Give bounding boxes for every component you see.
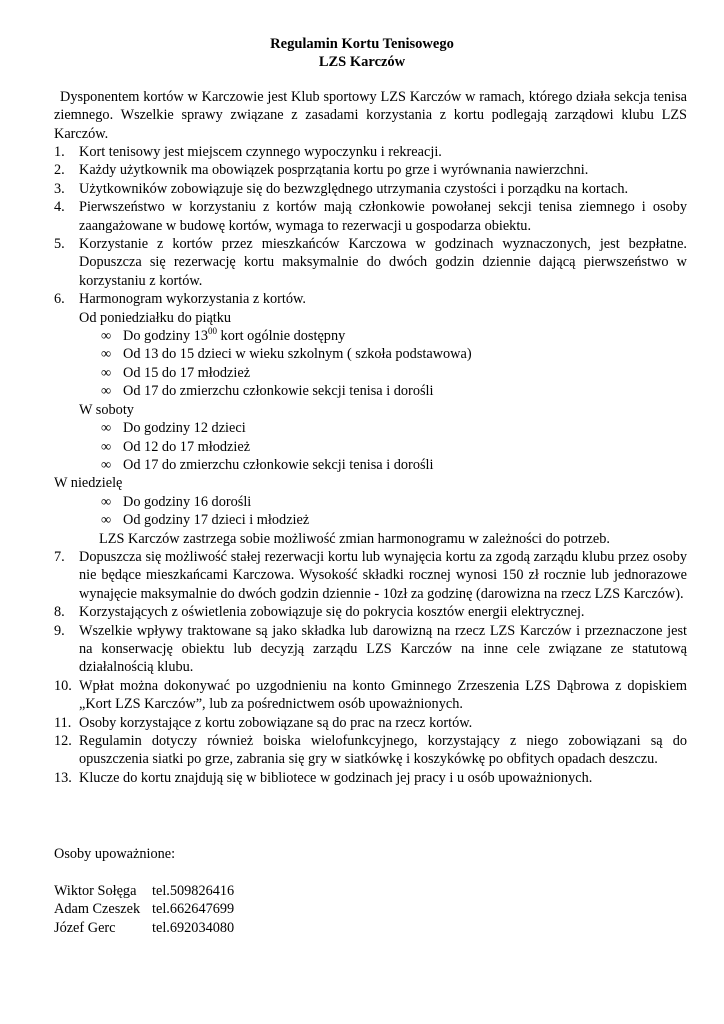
- rule-text: Kort tenisowy jest miejscem czynnego wypoczynku i rekreacji.: [79, 144, 442, 160]
- rule-item: [54, 548, 687, 603]
- schedule-row: [54, 511, 687, 529]
- schedule-row: [54, 456, 687, 474]
- rule-number: 13.: [54, 769, 72, 786]
- intro-paragraph: Dysponentem kortów w Karczowie jest Klub sportowy LZS Karczów w ramach, którego działa sekcja tenisa ziemnego. Wszelkie sprawy związane z zasadami korzystania z kortu podlegają zarządowi klubu LZS Karczów.: [54, 89, 687, 142]
- rule-text: Pierwszeństwo w korzystaniu z kortów mają członkowie powołanej sekcji tenisa ziemnego i osoby zaangażowane w budowę kortów, wymaga to rezerwacji u gospodarza obiektu.: [79, 199, 687, 234]
- rule-item: [54, 732, 687, 769]
- rule-item: [54, 161, 687, 179]
- schedule-row: [54, 493, 687, 511]
- rule-text: Wpłat można dokonywać po uzgodnieniu na konto Gminnego Zrzeszenia LZS Dąbrowa z dopiskiem „Kort LZS Karczów”, lub za pośrednictwem osób upoważnionych.: [79, 677, 687, 713]
- schedule-row-text: Od 17 do zmierzchu członkowie sekcji tenisa i dorośli: [123, 456, 434, 473]
- schedule-row-text: Do godziny 13: [123, 328, 208, 345]
- rule-number: 2.: [54, 162, 65, 179]
- rule-item: [54, 290, 687, 308]
- rule-item: [54, 677, 687, 714]
- infinity-bullet-icon: ∞: [101, 383, 112, 400]
- rule-item: [54, 235, 687, 290]
- rule-item: [54, 714, 687, 732]
- document-title: Regulamin Kortu Tenisowego: [270, 36, 454, 52]
- infinity-bullet-icon: ∞: [101, 456, 112, 473]
- rule-number: 7.: [54, 548, 65, 565]
- rule-text: Wszelkie wpływy traktowane są jako składka lub darowizną na rzecz LZS Karczów i przeznaczone jest na konserwację obiektu lub decyzją zarządu LZS Karczów na inne cele związane ze statutową działalnością klubu.: [79, 622, 687, 676]
- infinity-bullet-icon: ∞: [101, 512, 112, 529]
- rule-item: [54, 622, 687, 677]
- schedule-row-text-suffix: kort ogólnie dostępny: [216, 328, 346, 345]
- schedule-row-text: Od 17 do zmierzchu członkowie sekcji tenisa i dorośli: [123, 383, 434, 400]
- schedule-row: [54, 419, 687, 437]
- rule-number: 12.: [54, 733, 72, 749]
- rule-text: Klucze do kortu znajdują się w bibliotece w godzinach jej pracy i u osób upoważnionych.: [79, 769, 593, 786]
- schedule-row-text: Od 15 do 17 młodzież: [123, 364, 251, 381]
- schedule-sunday: [54, 474, 687, 548]
- rule-number: 10.: [54, 677, 72, 694]
- schedule-row: [54, 327, 687, 345]
- contact-row: [54, 900, 234, 918]
- contact-name: Adam Czeszek: [54, 901, 141, 918]
- schedule-sunday-label: W niedzielę: [54, 475, 123, 492]
- infinity-bullet-icon: ∞: [101, 438, 112, 455]
- infinity-bullet-icon: ∞: [101, 420, 112, 437]
- rule-item: [54, 180, 687, 198]
- authorized-persons-heading: Osoby upoważnione:: [54, 846, 176, 862]
- rule-number: 8.: [54, 604, 65, 621]
- rule-number: 3.: [54, 180, 65, 197]
- contact-row: [54, 882, 234, 900]
- rule-number: 11.: [54, 714, 72, 731]
- rule-item: [54, 143, 687, 161]
- schedule-saturday: [54, 401, 687, 475]
- contact-phone: tel.509826416: [152, 882, 235, 899]
- schedule-saturday-label: W soboty: [79, 401, 134, 418]
- rule-text: Korzystających z oświetlenia zobowiązuje się do pokrycia kosztów energii elektrycznej.: [79, 604, 585, 621]
- rule-text: Każdy użytkownik ma obowiązek posprzątania kortu po grze i wyrównania nawierzchni.: [79, 162, 589, 179]
- schedule-note: LZS Karczów zastrzega sobie możliwość zmian harmonogramu w zależności do potrzeb.: [99, 530, 610, 547]
- contact-phone: tel.692034080: [152, 919, 235, 936]
- contact-name: Wiktor Sołęga: [54, 882, 137, 899]
- schedule-row-text: Do godziny 12 dzieci: [123, 420, 246, 437]
- schedule-row: [54, 345, 687, 363]
- infinity-bullet-icon: ∞: [101, 346, 112, 363]
- rule-text: Użytkowników zobowiązuje się do bezwzględnego utrzymania czystości i porządku na kortach.: [79, 180, 629, 197]
- schedule-row: [54, 382, 687, 400]
- rule-number: 4.: [54, 199, 65, 216]
- schedule-row-superscript: 00: [207, 326, 217, 337]
- contact-row: [54, 919, 234, 937]
- infinity-bullet-icon: ∞: [101, 328, 112, 345]
- schedule-row: [54, 438, 687, 456]
- contact-phone: tel.662647699: [152, 901, 235, 918]
- rule-item: [54, 603, 687, 621]
- schedule-weekdays: [54, 309, 687, 401]
- document-subtitle: LZS Karczów: [318, 54, 406, 70]
- schedule-row: [54, 364, 687, 382]
- rule-text: Dopuszcza się możliwość stałej rezerwacji kortu lub wynajęcia kortu za zgodą zarządu klubu przez osoby nie będące mieszkańcami Karczowa. Wysokość składki rocznej wynosi 150 zł rocznie lub jednorazowe wynajęcie maksymalnie do dwóch godzin dziennie - 10zł za godzinę (darowizna na rzecz LZS Karczów).: [79, 548, 687, 602]
- rule-number: 6.: [54, 291, 65, 308]
- schedule-row-text: Od godziny 17 dzieci i młodzież: [123, 512, 310, 529]
- contact-name: Józef Gerc: [54, 919, 116, 936]
- rule-number: 5.: [54, 236, 65, 253]
- rule-item: [54, 769, 687, 787]
- schedule-row-text: Od 12 do 17 młodzież: [123, 438, 251, 455]
- rule-text: Harmonogram wykorzystania z kortów.: [79, 291, 306, 308]
- infinity-bullet-icon: ∞: [101, 364, 112, 381]
- schedule-row-text: Do godziny 16 dorośli: [123, 493, 252, 510]
- rule-text: Regulamin dotyczy również boiska wielofunkcyjnego, korzystający z niego zobowiązani są do opuszczenia siatki po grze, zabrania się gry w siatkówkę i koszykówkę po obfitych opadach deszczu.: [79, 733, 687, 768]
- infinity-bullet-icon: ∞: [101, 493, 112, 510]
- rules-list: [54, 143, 687, 787]
- authorized-persons: [54, 845, 234, 937]
- schedule-weekdays-label: Od poniedziałku do piątku: [79, 309, 232, 326]
- rule-item: [54, 198, 687, 235]
- rule-number: 9.: [54, 622, 65, 639]
- rule-number: 1.: [54, 144, 65, 160]
- rule-text: Korzystanie z kortów przez mieszkańców Karczowa w godzinach wyznaczonych, jest bezpłatne. Dopuszcza się rezerwację kortu maksymalnie do dwóch godzin dziennie dającą pierwszeństwo w korzystaniu z kortów.: [79, 236, 687, 289]
- schedule-row-text: Od 13 do 15 dzieci w wieku szkolnym ( szkoła podstawowa): [123, 346, 472, 363]
- rule-text: Osoby korzystające z kortu zobowiązane są do prac na rzecz kortów.: [79, 714, 473, 731]
